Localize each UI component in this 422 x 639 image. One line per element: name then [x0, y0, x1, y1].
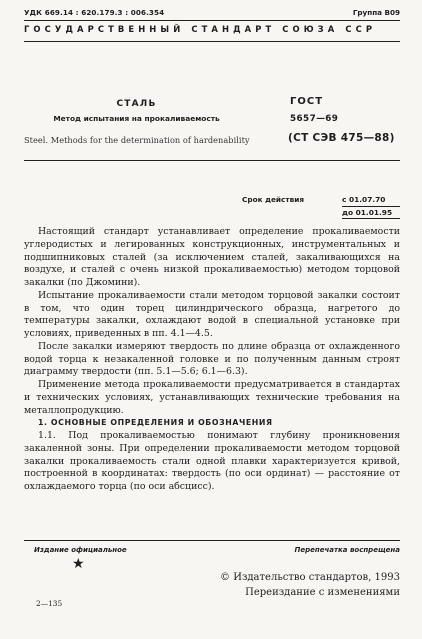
- document-title: СТАЛЬ: [116, 99, 157, 109]
- st-sev-number: (СТ СЭВ 475—88): [288, 132, 395, 144]
- state-standard-heading: ГОСУДАРСТВЕННЫЙ СТАНДАРТ СОЮЗА ССР: [24, 24, 377, 34]
- section-paragraph: 1.1. Под прокаливаемостью понимают глубину проникновения закаленной зоны. При определении прокаливаемости методом торцовой закалки прокаливаемость стали одной плавки характеризуется кривой, построенной в координатах: твердость (по оси ординат) — расстояние от охлаждаемого торца (по оси абсцисс).: [24, 430, 400, 492]
- body-paragraph: Испытание прокаливаемости стали методом торцовой закалки состоит в том, что один торец цилиндрического образца, нагретого до температуры закалки, охлаждают водой в специальной установке при условиях, приведенных в пп. 4.1—4.5.: [24, 289, 400, 339]
- header-divider: [24, 20, 400, 21]
- publisher-copyright: © Издательство стандартов, 1993: [220, 572, 400, 583]
- validity-label: Срок действия: [242, 195, 305, 204]
- validity-from: с 01.07.70: [342, 195, 386, 204]
- document-subtitle: Метод испытания на прокаливаемость: [53, 114, 220, 123]
- document-body: [24, 226, 400, 494]
- title-block-rule: [24, 160, 400, 161]
- udk-code: УДК 669.14 : 620.179.3 : 006.354: [24, 8, 165, 17]
- reissue-note: Переиздание с изменениями: [245, 587, 400, 598]
- body-paragraph: Применение метода прокаливаемости предусматривается в стандартах и технических условиях, устанавливающих технические требования на металлопродукцию.: [24, 379, 400, 416]
- validity-rule: [342, 206, 400, 207]
- body-paragraph: После закалки измеряют твердость по длине образца от охлажденного водой торца к незакаленной головке и по полученным данным строят диаграмму твердости (пп. 5.1—5.6; 6.1—6.3).: [24, 340, 400, 378]
- group-code: Группа В09: [352, 8, 400, 17]
- section-heading: 1. ОСНОВНЫЕ ОПРЕДЕЛЕНИЯ И ОБОЗНАЧЕНИЯ: [38, 418, 273, 428]
- body-paragraph: Настоящий стандарт устанавливает определение прокаливаемости углеродистых и легированных конструкционных, инструментальных и подшипниковых сталей (за исключением сталей, закаливающихся на воздухе, и сталей с очень низкой прокаливаемостью) методом торцовой закалки (по Джомини).: [24, 226, 400, 288]
- reprint-prohibited: Перепечатка воспрещена: [294, 546, 400, 554]
- gost-number: 5657—69: [290, 114, 339, 124]
- document-title-english: Steel. Methods for the determination of hardenability: [24, 135, 250, 145]
- star-icon: ★: [72, 556, 85, 572]
- header-rule: [24, 41, 400, 42]
- page-number: 2—135: [36, 599, 63, 608]
- footer-rule: [24, 540, 400, 541]
- gost-label: ГОСТ: [290, 96, 324, 107]
- validity-rule: [342, 218, 400, 219]
- validity-to: до 01.01.95: [342, 208, 393, 217]
- official-edition: Издание официальное: [34, 546, 127, 554]
